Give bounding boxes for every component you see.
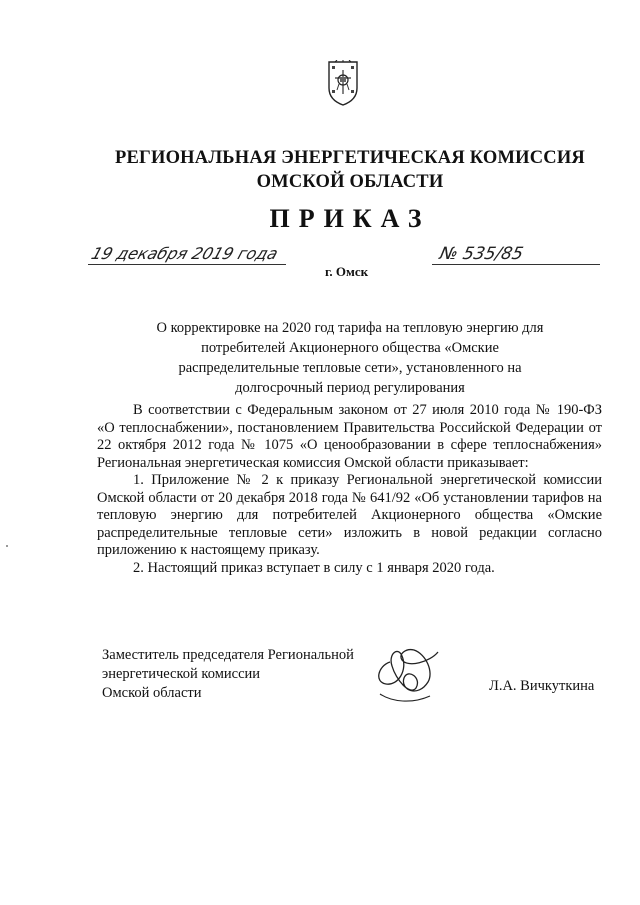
order-item-1: 1. Приложение № 2 к приказу Региональной энергетической комиссии Омской области от 20 декабря 2018 года № 641/92 «Об установлении тарифов на тепловую энергию для потребителей Акционерного общества «Омские распределительные тепловые сети» изложить в новой редакции согласно приложению к настоящему приказу. [97, 472, 602, 558]
organization-name-line1: РЕГИОНАЛЬНАЯ ЭНЕРГЕТИЧЕСКАЯ КОМИССИЯ [114, 148, 585, 168]
date-underline [88, 264, 286, 265]
number-underline [432, 264, 600, 265]
signatory-position [102, 646, 354, 703]
city-label: г. Омск [325, 264, 369, 279]
order-body [97, 402, 602, 577]
order-subject: О корректировке на 2020 год тарифа на тепловую энергию для потребителей Акционерного общества «Омские распределительные тепловые сети», установленного на долгосрочный период регулирования [156, 320, 544, 396]
order-item-2: 2. Настоящий приказ вступает в силу с 1 января 2020 года. [133, 559, 495, 576]
handwritten-signature-icon [368, 632, 448, 712]
preamble-paragraph: В соответствии с Федеральным законом от 27 июля 2010 года № 190-ФЗ «О теплоснабжении», постановлением Правительства Российской Федерации от 22 октября 2012 года № 1075 «О ценообразовании в сфере теплоснабжения» Региональная энергетическая комиссия Омской области приказывает: [97, 402, 602, 471]
signatory-name: Л.А. Вичкуткина [489, 678, 595, 694]
position-line-1: Заместитель председателя Региональной [102, 647, 354, 663]
coat-of-arms-icon [325, 60, 361, 106]
scan-speck [6, 545, 8, 547]
handwritten-date: 19 декабря 2019 года [88, 244, 281, 263]
position-line-3: Омской области [102, 685, 202, 701]
document-title: ПРИКАЗ [269, 204, 431, 233]
position-line-2: энергетической комиссии [102, 666, 261, 682]
handwritten-order-number: № 535/85 [437, 244, 526, 264]
organization-name-line2: ОМСКОЙ ОБЛАСТИ [256, 172, 444, 192]
